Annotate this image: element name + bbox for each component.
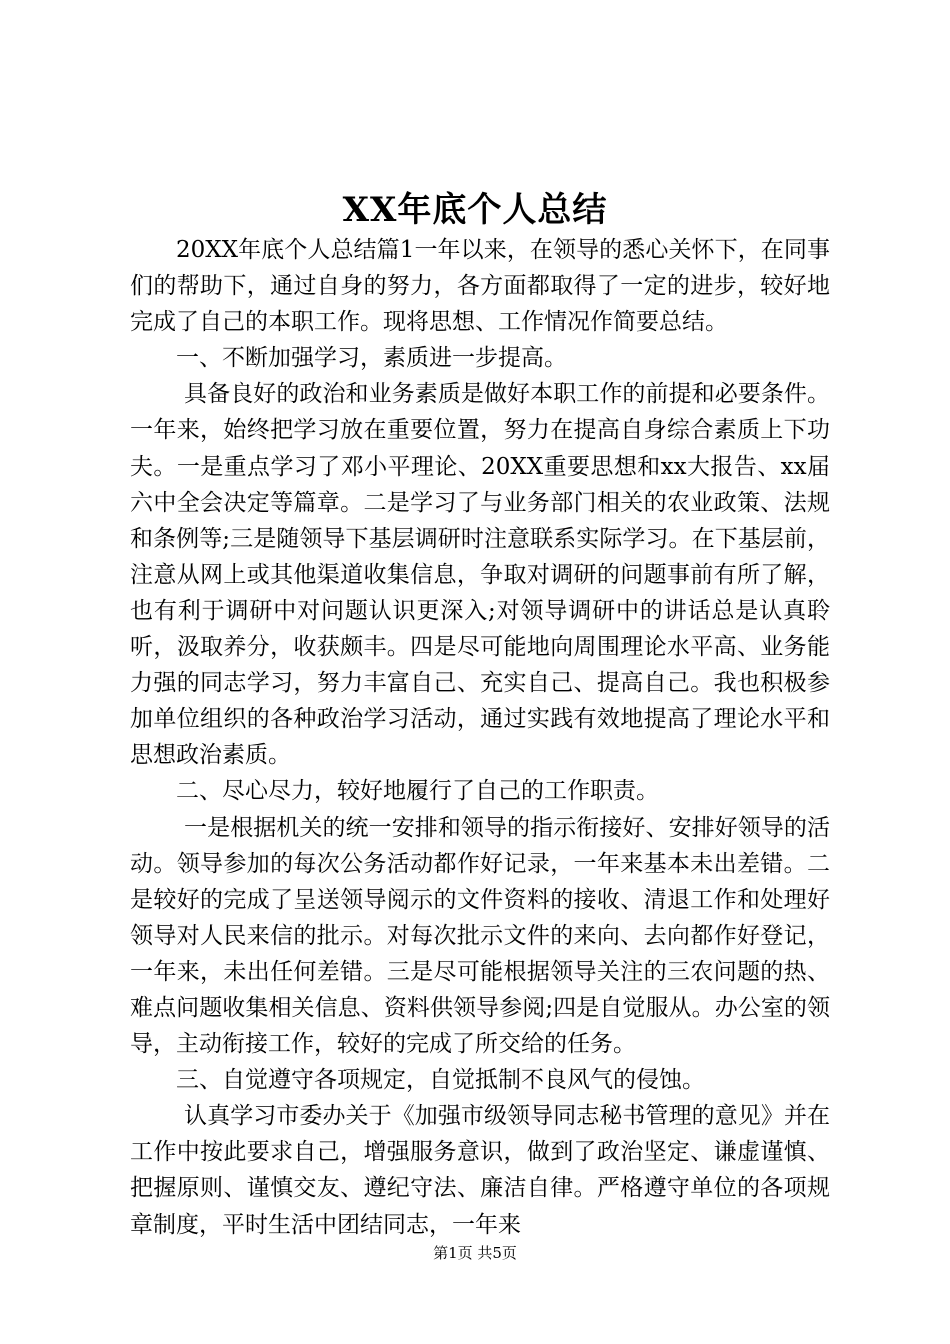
- paragraph-section-2: 一是根据机关的统一安排和领导的指示衔接好、安排好领导的活动。领导参加的每次公务活动都作好记录，一年来基本未出差错。二是较好的完成了呈送领导阅示的文件资料的接收、清退工作和处理好领导对人民来信的批示。对每次批示文件的来向、去向都作好登记，一年来，未出任何差错。三是尽可能根据领导关注的三农问题的热、难点问题收集相关信息、资料供领导参阅;四是自觉服从。办公室的领导，主动衔接工作，较好的完成了所交给的任务。: [130, 814, 830, 1058]
- page-footer: 第1页 共5页: [433, 1244, 517, 1262]
- paragraph-intro: 20XX年底个人总结篇1一年以来，在领导的悉心关怀下，在同事们的帮助下，通过自身的努力，各方面都取得了一定的进步，较好地完成了自己的本职工作。现将思想、工作情况作简要总结。: [130, 237, 830, 336]
- paragraph-section-1: 具备良好的政治和业务素质是做好本职工作的前提和必要条件。一年来，始终把学习放在重要位置，努力在提高自身综合素质上下功夫。一是重点学习了邓小平理论、20XX重要思想和xx大报告、xx届六中全会决定等篇章。二是学习了与业务部门相关的农业政策、法规和条例等;三是随领导下基层调研时注意联系实际学习。在下基层前，注意从网上或其他渠道收集信息，争取对调研的问题事前有所了解，也有利于调研中对问题认识更深入;对领导调研中的讲话总是认真聆听，汲取养分，收获颇丰。四是尽可能地向周围理论水平高、业务能力强的同志学习，努力丰富自己、充实自己、提高自己。我也积极参加单位组织的各种政治学习活动，通过实践有效地提高了理论水平和思想政治素质。: [130, 381, 830, 769]
- section-heading-1: 一、不断加强学习，素质进一步提高。: [176, 345, 567, 372]
- section-heading-2: 二、尽心尽力，较好地履行了自己的工作职责。: [176, 778, 659, 805]
- paragraph-section-3: 认真学习市委办关于《加强市级领导同志秘书管理的意见》并在工作中按此要求自己，增强服务意识，做到了政治坚定、谦虚谨慎、把握原则、谨慎交友、遵纪守法、廉洁自律。严格遵守单位的各项规章制度，平时生活中团结同志，一年来: [130, 1103, 830, 1238]
- document-title: XX年底个人总结: [342, 190, 608, 230]
- document-body: [130, 232, 830, 1243]
- section-heading-3: 三、自觉遵守各项规定，自觉抵制不良风气的侵蚀。: [176, 1067, 705, 1094]
